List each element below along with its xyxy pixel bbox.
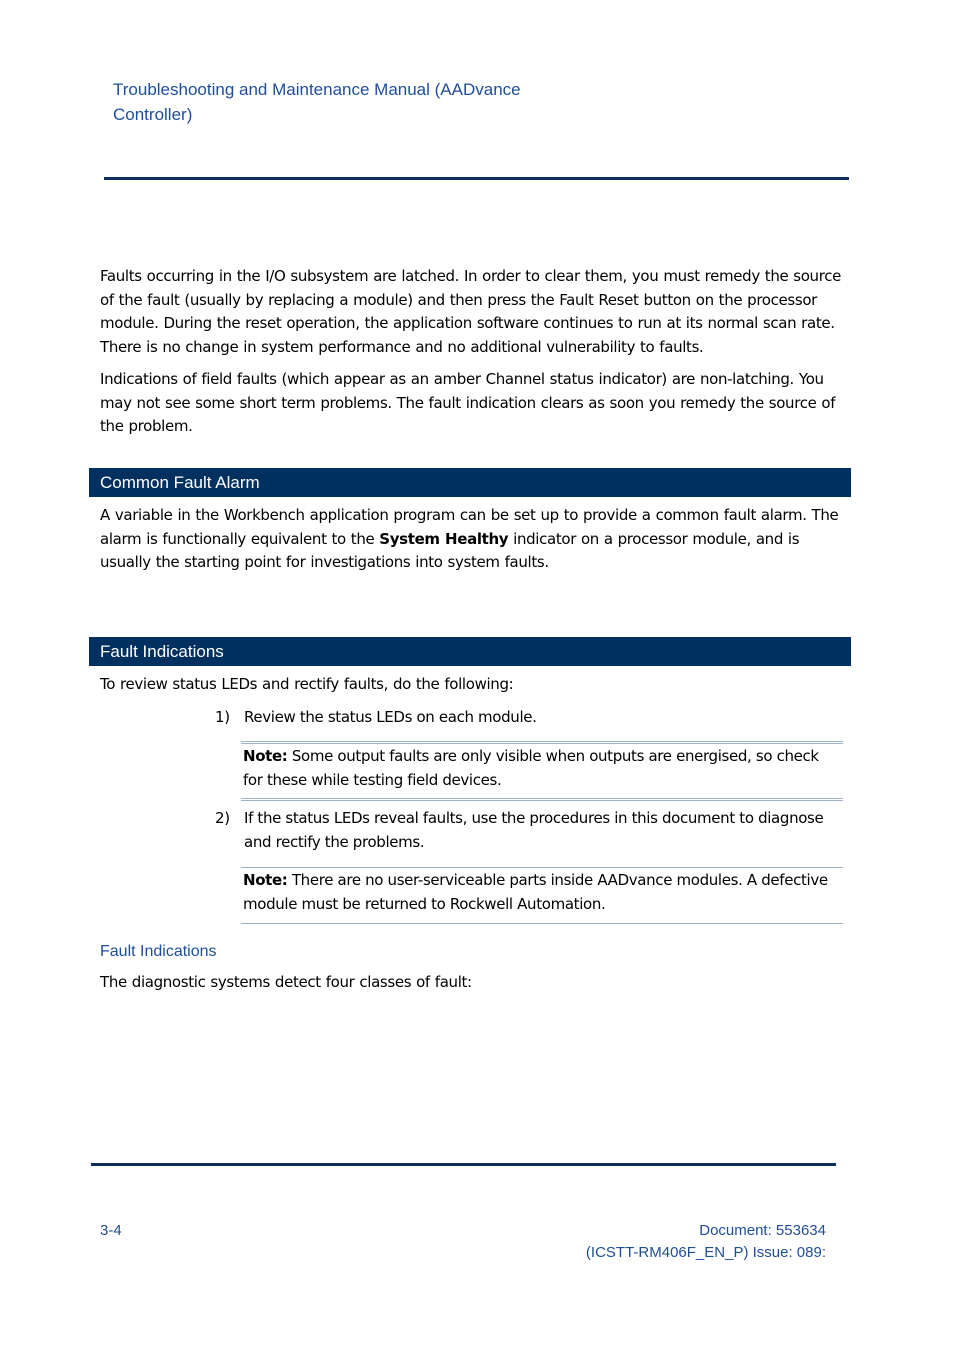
section-heading-fault-indications: Fault Indications: [89, 637, 851, 666]
fault-indications-lead: To review status LEDs and rectify faults, do the following:: [100, 675, 514, 693]
procedure-step-2: [215, 807, 825, 855]
note-text: There are no user-serviceable parts inside AADvance modules. A defective module must be returned to Rockwell Automation.: [243, 871, 828, 913]
note-box-1: [241, 741, 843, 801]
note-label: Note:: [243, 871, 288, 889]
intro-paragraph-2: Indications of field faults (which appear as an amber Channel status indicator) are non-latching. You may not see some short term problems. The fault indication clears as soon you remedy the source of the problem.: [100, 370, 836, 435]
document-title-line-2: Controller): [113, 105, 193, 124]
common-fault-alarm-paragraph: [100, 504, 845, 575]
common-fault-alarm-text-1: A variable in the Workbench application program can be set up to provide a common fault alarm. The alarm is functionally equivalent to the: [100, 506, 839, 548]
step-number: 2): [215, 809, 230, 827]
system-healthy-term: System Healthy: [379, 529, 509, 548]
page-number: 3-4: [100, 1222, 122, 1239]
intro-paragraph-1: Faults occurring in the I/O subsystem are latched. In order to clear them, you must remedy the source of the fault (usually by replacing a module) and then press the Fault Reset button on the processor module. During the reset operation, the application software continues to run at its normal scan rate. There is no change in system performance and no additional vulnerability to faults.: [100, 267, 841, 356]
note-box-2: [241, 867, 843, 924]
note-text: Some output faults are only visible when outputs are energised, so check for these while testing field devices.: [243, 747, 819, 789]
procedure-step-1: [215, 706, 825, 730]
fault-classes-lead: The diagnostic systems detect four classes of fault:: [100, 973, 472, 991]
section-heading-common-fault-alarm: Common Fault Alarm: [89, 468, 851, 497]
subheading-fault-indications: Fault Indications: [100, 943, 217, 960]
footer-rule: [91, 1163, 836, 1166]
step-text: Review the status LEDs on each module.: [244, 708, 537, 726]
common-fault-alarm-text-2: indicator on a processor module, and is usually the starting point for investigations into system faults.: [100, 529, 800, 571]
document-issue: (ICSTT-RM406F_EN_P) Issue: 089:: [585, 1244, 826, 1261]
header-rule: [104, 177, 849, 180]
step-text: If the status LEDs reveal faults, use the procedures in this document to diagnose and rectify the problems.: [244, 809, 824, 851]
document-reference: [586, 1220, 826, 1264]
step-number: 1): [215, 708, 230, 726]
document-title-line-1: Troubleshooting and Maintenance Manual (AADvance: [113, 80, 521, 99]
note-label: Note:: [243, 747, 288, 765]
document-number: Document: 553634: [699, 1222, 826, 1239]
document-title: [113, 77, 593, 127]
